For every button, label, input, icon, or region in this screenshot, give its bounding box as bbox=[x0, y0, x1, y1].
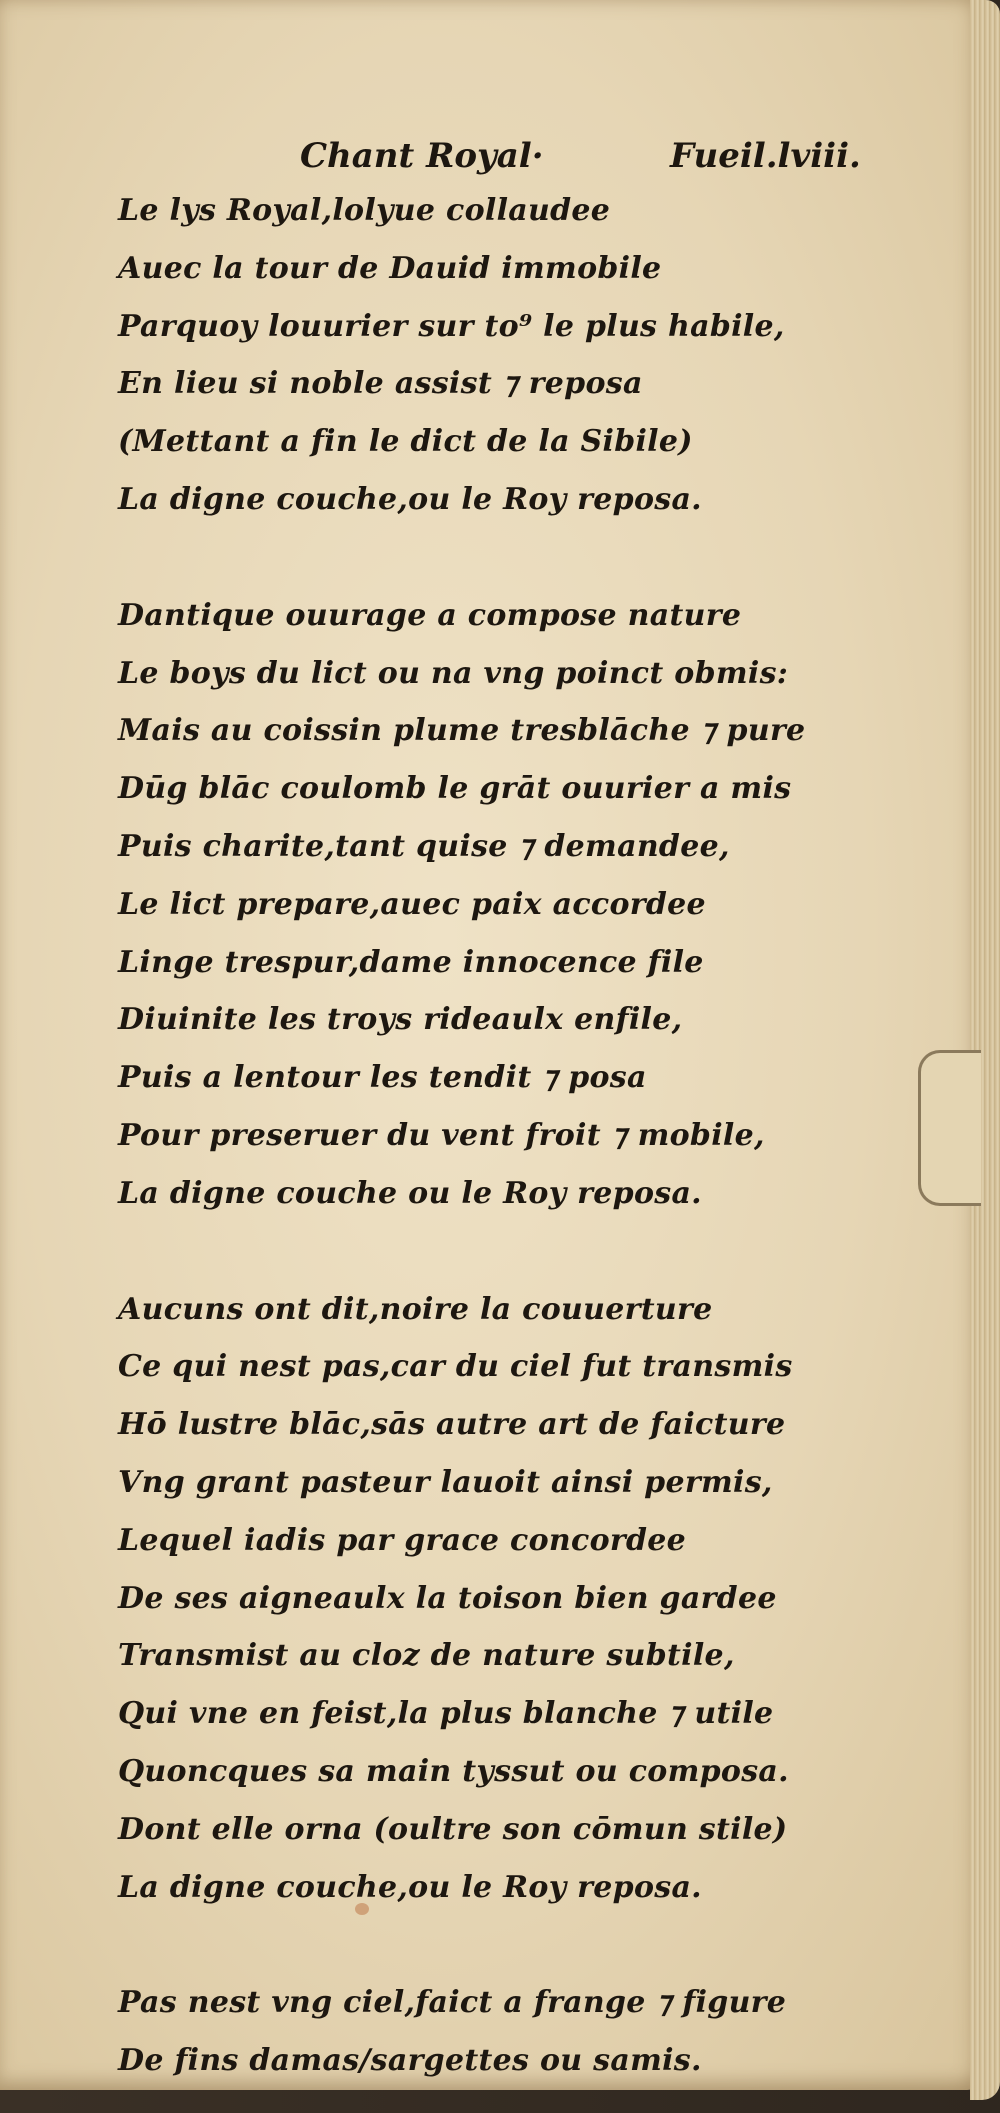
verse-line: La digne couche,ou le Roy reposa. bbox=[118, 1869, 702, 1905]
verse-line: Dont elle orna (oultre son cōmun stile) bbox=[118, 1811, 788, 1847]
running-head-title: Chant Royal· bbox=[300, 136, 544, 176]
verse-line: (Mettant a fin le dict de la Sibile) bbox=[118, 424, 693, 460]
verse-line: Pour preseruer du vent froit ⁊ mobile, bbox=[118, 1118, 765, 1153]
verse-line: En lieu si noble assist ⁊ reposa bbox=[118, 366, 643, 402]
verse-line: Hō lustre blāc,sās autre art de faicture bbox=[118, 1407, 786, 1443]
verse-line: De ses aigneaulx la toison bien gardee bbox=[118, 1580, 777, 1616]
verse-line: Le lict prepare,auec paix accordee bbox=[118, 886, 706, 922]
bookmark-tab bbox=[918, 1050, 981, 1206]
running-head bbox=[300, 128, 880, 184]
folio-number: Fueil.lviii. bbox=[670, 136, 861, 176]
verse-line: Auec la tour de Dauid immobile bbox=[118, 250, 662, 286]
verse-line: Transmist au cloz de nature subtile, bbox=[118, 1638, 735, 1674]
verse-line: La digne couche,ou le Roy reposa. bbox=[118, 482, 702, 517]
verse-line: Parquoy louurier sur to⁹ le plus habile, bbox=[118, 308, 785, 344]
verse-line: Dūg blāc coulomb le grāt ouurier a mis bbox=[118, 771, 792, 807]
verse-line: Ce qui nest pas,car du ciel fut transmis bbox=[118, 1349, 793, 1385]
verse-line: Linge trespur,dame innocence file bbox=[118, 944, 704, 980]
verse-line: Le lys Royal,lolyue collaudee bbox=[118, 193, 611, 228]
verse-line: Aucuns ont dit,noire la couuerture bbox=[118, 1291, 713, 1327]
ink-stain bbox=[355, 1903, 369, 1915]
verse-line: Puis charite,tant quise ⁊ demandee, bbox=[118, 829, 730, 864]
verse-line: Qui vne en feist,la plus blanche ⁊ utile bbox=[118, 1696, 774, 1732]
verse-line: Pas nest vng ciel,faict a frange ⁊ figure bbox=[118, 1985, 787, 2021]
verse-line: Le boys du lict ou na vng poinct obmis: bbox=[118, 655, 789, 691]
verse-line: Vng grant pasteur lauoit ainsi permis, bbox=[118, 1465, 773, 1500]
verse-line: De fins damas/sargettes ou samis. bbox=[118, 2043, 702, 2079]
verse-line: Mais au coissin plume tresblāche ⁊ pure bbox=[118, 713, 806, 749]
verse-line: Lequel iadis par grace concordee bbox=[118, 1522, 687, 1558]
verse-line: Dantique ouurage a compose nature bbox=[118, 597, 742, 633]
verse-line: Diuinite les troys rideaulx enfile, bbox=[118, 1002, 683, 1038]
verse-line: La digne couche ou le Roy reposa. bbox=[118, 1175, 702, 1211]
verse-line: Quoncques sa main tyssut ou composa. bbox=[118, 1754, 789, 1789]
verse-line: Puis a lentour les tendit ⁊ posa bbox=[118, 1060, 647, 1096]
